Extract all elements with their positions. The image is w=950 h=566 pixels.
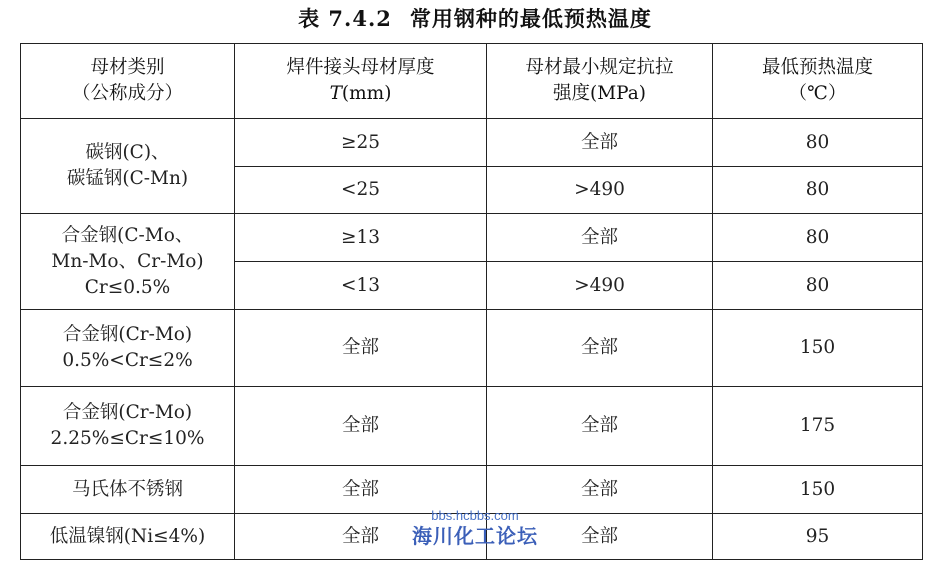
temp-cell: 95: [713, 514, 923, 560]
thickness-cell: 全部: [235, 514, 487, 560]
strength-cell: >490: [487, 262, 713, 310]
table-row: [21, 387, 923, 466]
thickness-cell: 全部: [235, 310, 487, 387]
material-cell: 马氏体不锈钢: [21, 466, 235, 514]
strength-cell: 全部: [487, 387, 713, 466]
header-material-line2: （公称成分）: [71, 83, 183, 104]
header-thickness-unit: (mm): [341, 83, 392, 104]
material-line: 合金钢(C-Mo、: [61, 224, 194, 246]
header-temp-line1: 最低预热温度: [761, 57, 873, 78]
material-line: 0.5%<Cr≤2%: [62, 350, 193, 371]
material-line: 2.25%≤Cr≤10%: [50, 428, 205, 449]
temp-cell: 80: [713, 167, 923, 214]
header-strength: [487, 44, 713, 119]
thickness-cell: ≥25: [235, 119, 487, 167]
watermark-name: 海川化工论坛: [412, 524, 538, 548]
thickness-cell: <25: [235, 167, 487, 214]
temp-cell: 150: [713, 310, 923, 387]
header-row: [21, 44, 923, 119]
table-row: [21, 514, 923, 560]
material-cell: 低温镍钢(Ni≤4%): [21, 514, 235, 560]
temp-cell: 80: [713, 262, 923, 310]
header-thickness-symbol: T: [329, 83, 342, 104]
temp-cell: 150: [713, 466, 923, 514]
strength-cell: 全部: [487, 466, 713, 514]
header-temp-line2: （℃）: [788, 83, 847, 104]
header-strength-line2: 强度(MPa): [552, 83, 647, 104]
header-thickness-line1: 焊件接头母材厚度: [286, 57, 435, 78]
table-row: [21, 466, 923, 514]
header-thickness-line2: [239, 81, 482, 107]
header-material: [21, 44, 235, 119]
strength-cell: 全部: [487, 214, 713, 262]
material-line: 合金钢(Cr-Mo): [62, 324, 193, 345]
strength-cell: >490: [487, 167, 713, 214]
header-thickness: [235, 44, 487, 119]
material-line: 碳钢(C)、: [85, 142, 170, 163]
strength-cell: 全部: [487, 310, 713, 387]
header-strength-line1: 母材最小规定抗拉: [525, 57, 674, 78]
thickness-cell: ≥13: [235, 214, 487, 262]
material-cell: [21, 119, 235, 214]
table-row: [21, 310, 923, 387]
thickness-cell: <13: [235, 262, 487, 310]
preheat-temperature-table: [20, 43, 923, 560]
table-title: [0, 2, 950, 36]
thickness-cell: 全部: [235, 466, 487, 514]
header-temp: [713, 44, 923, 119]
watermark-url: bbs.hcbbs.com: [431, 508, 519, 523]
header-material-line1: 母材类别: [90, 57, 165, 78]
table-title-text: 常用钢种的最低预热温度: [409, 6, 652, 31]
material-line: Mn-Mo、Cr-Mo): [51, 250, 204, 272]
table-row: [21, 214, 923, 262]
material-cell: [21, 387, 235, 466]
strength-cell: 全部: [487, 514, 713, 560]
material-line: 合金钢(Cr-Mo): [62, 402, 193, 423]
material-line: 碳锰钢(C-Mn): [66, 168, 189, 189]
thickness-cell: 全部: [235, 387, 487, 466]
table-row: [21, 119, 923, 167]
temp-cell: 175: [713, 387, 923, 466]
temp-cell: 80: [713, 119, 923, 167]
table-number: 表 7.4.2: [298, 6, 392, 31]
material-cell: [21, 214, 235, 310]
temp-cell: 80: [713, 214, 923, 262]
material-line: Cr≤0.5%: [84, 276, 171, 298]
strength-cell: 全部: [487, 119, 713, 167]
material-cell: [21, 310, 235, 387]
